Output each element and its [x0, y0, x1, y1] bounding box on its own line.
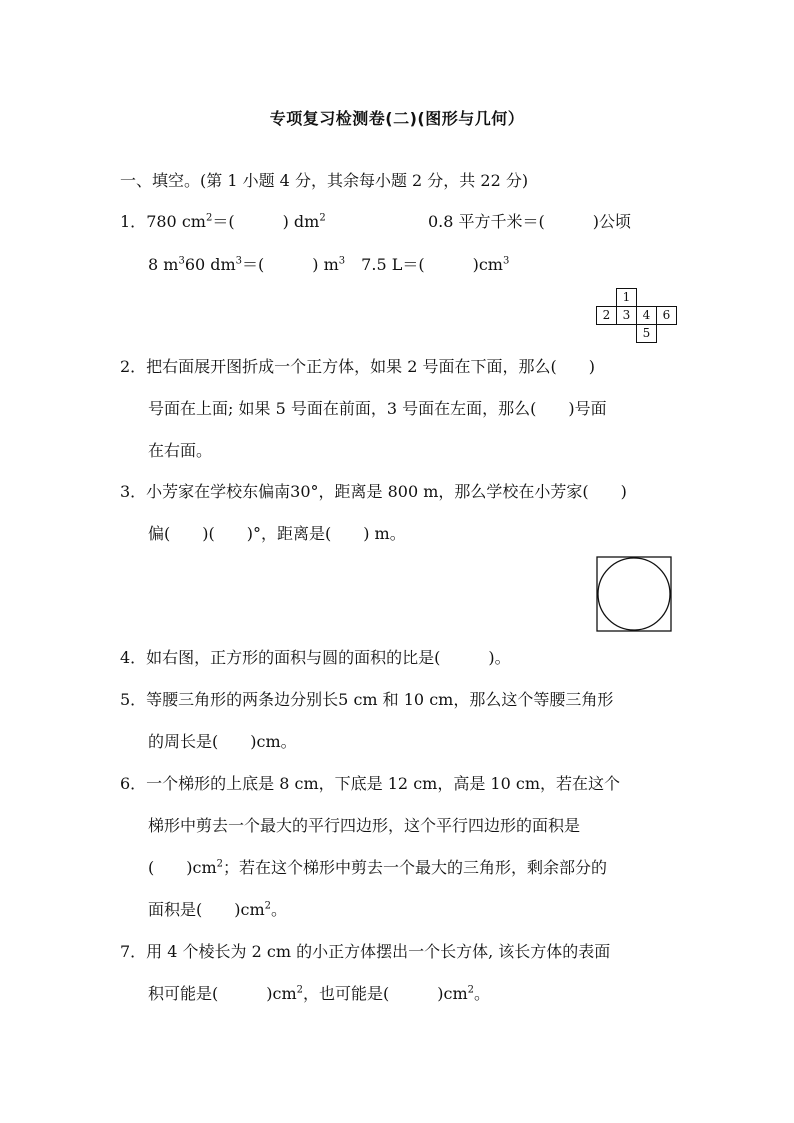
q6-l3-sup: 2: [216, 858, 223, 870]
question-7-line-2: [148, 983, 490, 1005]
q1-a-sup: 2: [205, 212, 213, 224]
question-2-line-2: 号面在上面; 如果 5 号面在前面，3 号面在左面，那么( )号面: [148, 399, 607, 418]
q1-c3-sup: 3: [338, 255, 346, 267]
q7-l2-sup: 2: [296, 984, 303, 996]
question-5-line-1: 5．等腰三角形的两条边分别长5 cm 和 10 cm，那么这个等腰三角形: [120, 690, 614, 709]
q1-c2-sup: 3: [235, 255, 243, 267]
net-cell-4: 4: [636, 306, 657, 325]
question-7-line-1: 7．用 4 个棱长为 2 cm 的小正方体摆出一个长方体, 该长方体的表面: [120, 942, 611, 961]
square-with-circle-figure: [596, 556, 672, 632]
q1-c3: ＝( ) m: [242, 255, 339, 274]
question-2-line-3: 在右面。: [148, 441, 213, 460]
q1-d: 7.5 L＝( )cm: [361, 255, 503, 274]
q1-c-sup: 3: [178, 255, 185, 267]
question-6-line-4: [148, 899, 287, 921]
question-1-part-b: 0.8 平方千米＝( )公顷: [428, 212, 632, 231]
section-heading: 一、填空。(第 1 小题 4 分，其余每小题 2 分，共 22 分): [120, 171, 529, 190]
question-1-line-1: [120, 211, 326, 233]
q7-l2b: ，也可能是( )cm: [303, 984, 468, 1003]
net-cell-3: 3: [616, 306, 637, 325]
q1-d-sup: 3: [502, 255, 510, 267]
q1-a: 780 cm: [146, 212, 206, 231]
question-3-line-2: 偏( )( )°，距离是( ) m。: [148, 524, 406, 543]
page-title: 专项复习检测卷(二)(图形与几何）: [269, 109, 525, 128]
question-4: 4．如右图，正方形的面积与圆的面积的比是( )。: [120, 648, 511, 667]
q1-number: 1．: [120, 212, 147, 231]
q6-l4a: 面积是( )cm: [148, 900, 265, 919]
question-2-line-1: 2．把右面展开图折成一个正方体，如果 2 号面在下面，那么( ): [120, 357, 596, 376]
q1-a2-sup: 2: [319, 212, 326, 224]
q6-l3b: ；若在这个梯形中剪去一个最大的三角形，剩余部分的: [223, 858, 608, 877]
question-6-line-1: 6．一个梯形的上底是 8 cm，下底是 12 cm，高是 10 cm，若在这个: [120, 774, 620, 793]
net-cell-1: 1: [616, 288, 637, 307]
question-3-line-1: 3．小芳家在学校东偏南30°，距离是 800 m，那么学校在小芳家( ): [120, 482, 627, 501]
net-cell-6: 6: [656, 306, 677, 325]
net-cell-5: 5: [636, 324, 657, 343]
question-6-line-2: 梯形中剪去一个最大的平行四边形，这个平行四边形的面积是: [148, 816, 581, 835]
q7-l2-sup2: 2: [467, 984, 474, 996]
net-cell-2: 2: [596, 306, 617, 325]
q6-l3a: ( )cm: [148, 858, 217, 877]
question-6-line-3: [148, 857, 607, 879]
question-5-line-2: 的周长是( )cm。: [148, 732, 297, 751]
circle-shape: [598, 558, 670, 630]
q1-c: 8 m: [148, 255, 179, 274]
q6-l4b: 。: [271, 900, 288, 919]
q7-l2a: 积可能是( )cm: [148, 984, 297, 1003]
question-1-line-2: [148, 254, 509, 276]
q6-l4-sup: 2: [264, 900, 271, 912]
q1-c2: 60 dm: [184, 255, 236, 274]
q1-a2: ＝( ) dm: [212, 212, 320, 231]
q7-l2c: 。: [474, 984, 491, 1003]
